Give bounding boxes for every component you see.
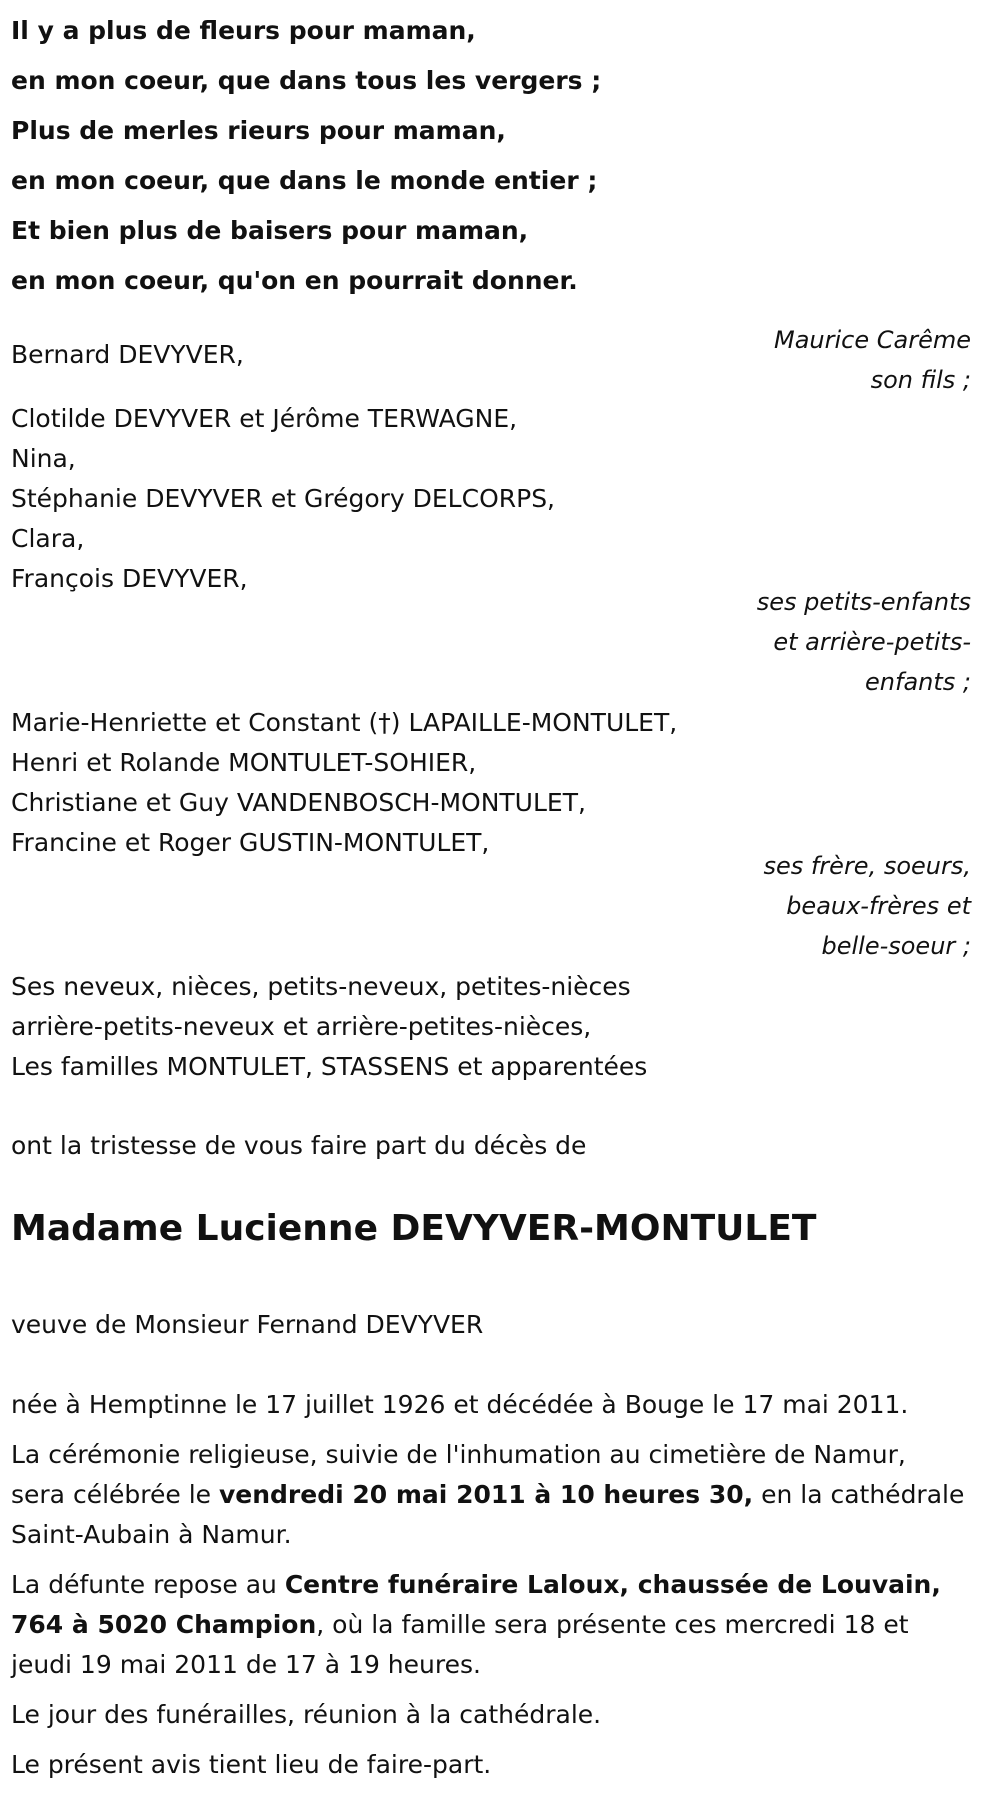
deceased-name: Madame Lucienne DEVYVER-MONTULET — [11, 1208, 817, 1249]
poem-author-role — [671, 320, 971, 400]
role-line: ses petits-enfants — [756, 588, 971, 616]
role-line: enfants ; — [865, 668, 971, 696]
siblings-role — [671, 846, 971, 966]
sibling-name: Christiane et Guy VANDENBOSCH-MONTULET, — [11, 788, 586, 817]
repose-info — [11, 1565, 971, 1685]
birth-death — [11, 1385, 971, 1425]
widow-block — [11, 1305, 971, 1345]
ceremony-info — [11, 1435, 971, 1555]
poem-line: en mon coeur, que dans tous les vergers ; — [11, 66, 602, 95]
son-name: Bernard DEVYVER, — [11, 340, 244, 369]
notice-text: Le présent avis tient lieu de faire-part. — [11, 1750, 492, 1779]
sibling-name: Francine et Roger GUSTIN-MONTULET, — [11, 828, 490, 857]
grandchildren-role — [671, 582, 971, 702]
gathering-info — [11, 1695, 971, 1735]
notice — [11, 1745, 971, 1785]
role-line: belle-soeur ; — [821, 932, 971, 960]
grandchild-name: Nina, — [11, 444, 76, 473]
poem — [11, 6, 911, 306]
poem-line: Plus de merles rieurs pour maman, — [11, 116, 506, 145]
repose-line: jeudi 19 mai 2011 de 17 à 19 heures. — [11, 1650, 481, 1679]
poem-line: Il y a plus de fleurs pour maman, — [11, 16, 476, 45]
widow-of: veuve de Monsieur Fernand DEVYVER — [11, 1310, 484, 1339]
announcement-block — [11, 1126, 971, 1166]
relatives-line: Les familles MONTULET, STASSENS et apparentées — [11, 1052, 648, 1081]
ceremony-line: en la cathédrale — [753, 1480, 965, 1509]
relatives-line: Ses neveux, nièces, petits-neveux, petites-nièces — [11, 972, 631, 1001]
siblings-block — [11, 703, 971, 960]
poem-line: Et bien plus de baisers pour maman, — [11, 216, 529, 245]
details-block — [11, 1385, 971, 1795]
grandchild-name: Clara, — [11, 524, 85, 553]
repose-place: Centre funéraire Laloux, chaussée de Louvain, — [284, 1570, 941, 1599]
sibling-name: Henri et Rolande MONTULET-SOHIER, — [11, 748, 477, 777]
grandchild-name: Stéphanie DEVYVER et Grégory DELCORPS, — [11, 484, 556, 513]
poem-line: en mon coeur, qu'on en pourrait donner. — [11, 266, 578, 295]
grandchildren-block — [11, 399, 971, 696]
grandchild-name: Clotilde DEVYVER et Jérôme TERWAGNE, — [11, 404, 518, 433]
repose-line: La défunte repose au — [11, 1570, 285, 1599]
birth-death-text: née à Hemptinne le 17 juillet 1926 et décédée à Bouge le 17 mai 2011. — [11, 1390, 909, 1419]
role-line: beaux-frères et — [786, 892, 971, 920]
ceremony-line: sera célébrée le — [11, 1480, 219, 1509]
role-line: ses frère, soeurs, — [763, 852, 971, 880]
grandchild-name: François DEVYVER, — [11, 564, 248, 593]
role-line: et arrière-petits- — [773, 628, 971, 656]
gathering-text: Le jour des funérailles, réunion à la cathédrale. — [11, 1700, 602, 1729]
repose-line: , où la famille sera présente ces mercredi 18 et — [316, 1610, 909, 1639]
relatives-line: arrière-petits-neveux et arrière-petites-nièces, — [11, 1012, 592, 1041]
son-role: son fils ; — [870, 366, 971, 394]
poem-author: Maurice Carême — [774, 326, 971, 354]
poem-line: en mon coeur, que dans le monde entier ; — [11, 166, 598, 195]
other-relatives-block — [11, 967, 971, 1087]
sibling-name: Marie-Henriette et Constant (†) LAPAILLE-MONTULET, — [11, 708, 678, 737]
announcement: ont la tristesse de vous faire part du décès de — [11, 1131, 587, 1160]
repose-address: 764 à 5020 Champion — [11, 1610, 317, 1639]
ceremony-line: Saint-Aubain à Namur. — [11, 1520, 292, 1549]
ceremony-line: La cérémonie religieuse, suivie de l'inhumation au cimetière de Namur, — [11, 1440, 906, 1469]
ceremony-date: vendredi 20 mai 2011 à 10 heures 30, — [218, 1480, 754, 1509]
